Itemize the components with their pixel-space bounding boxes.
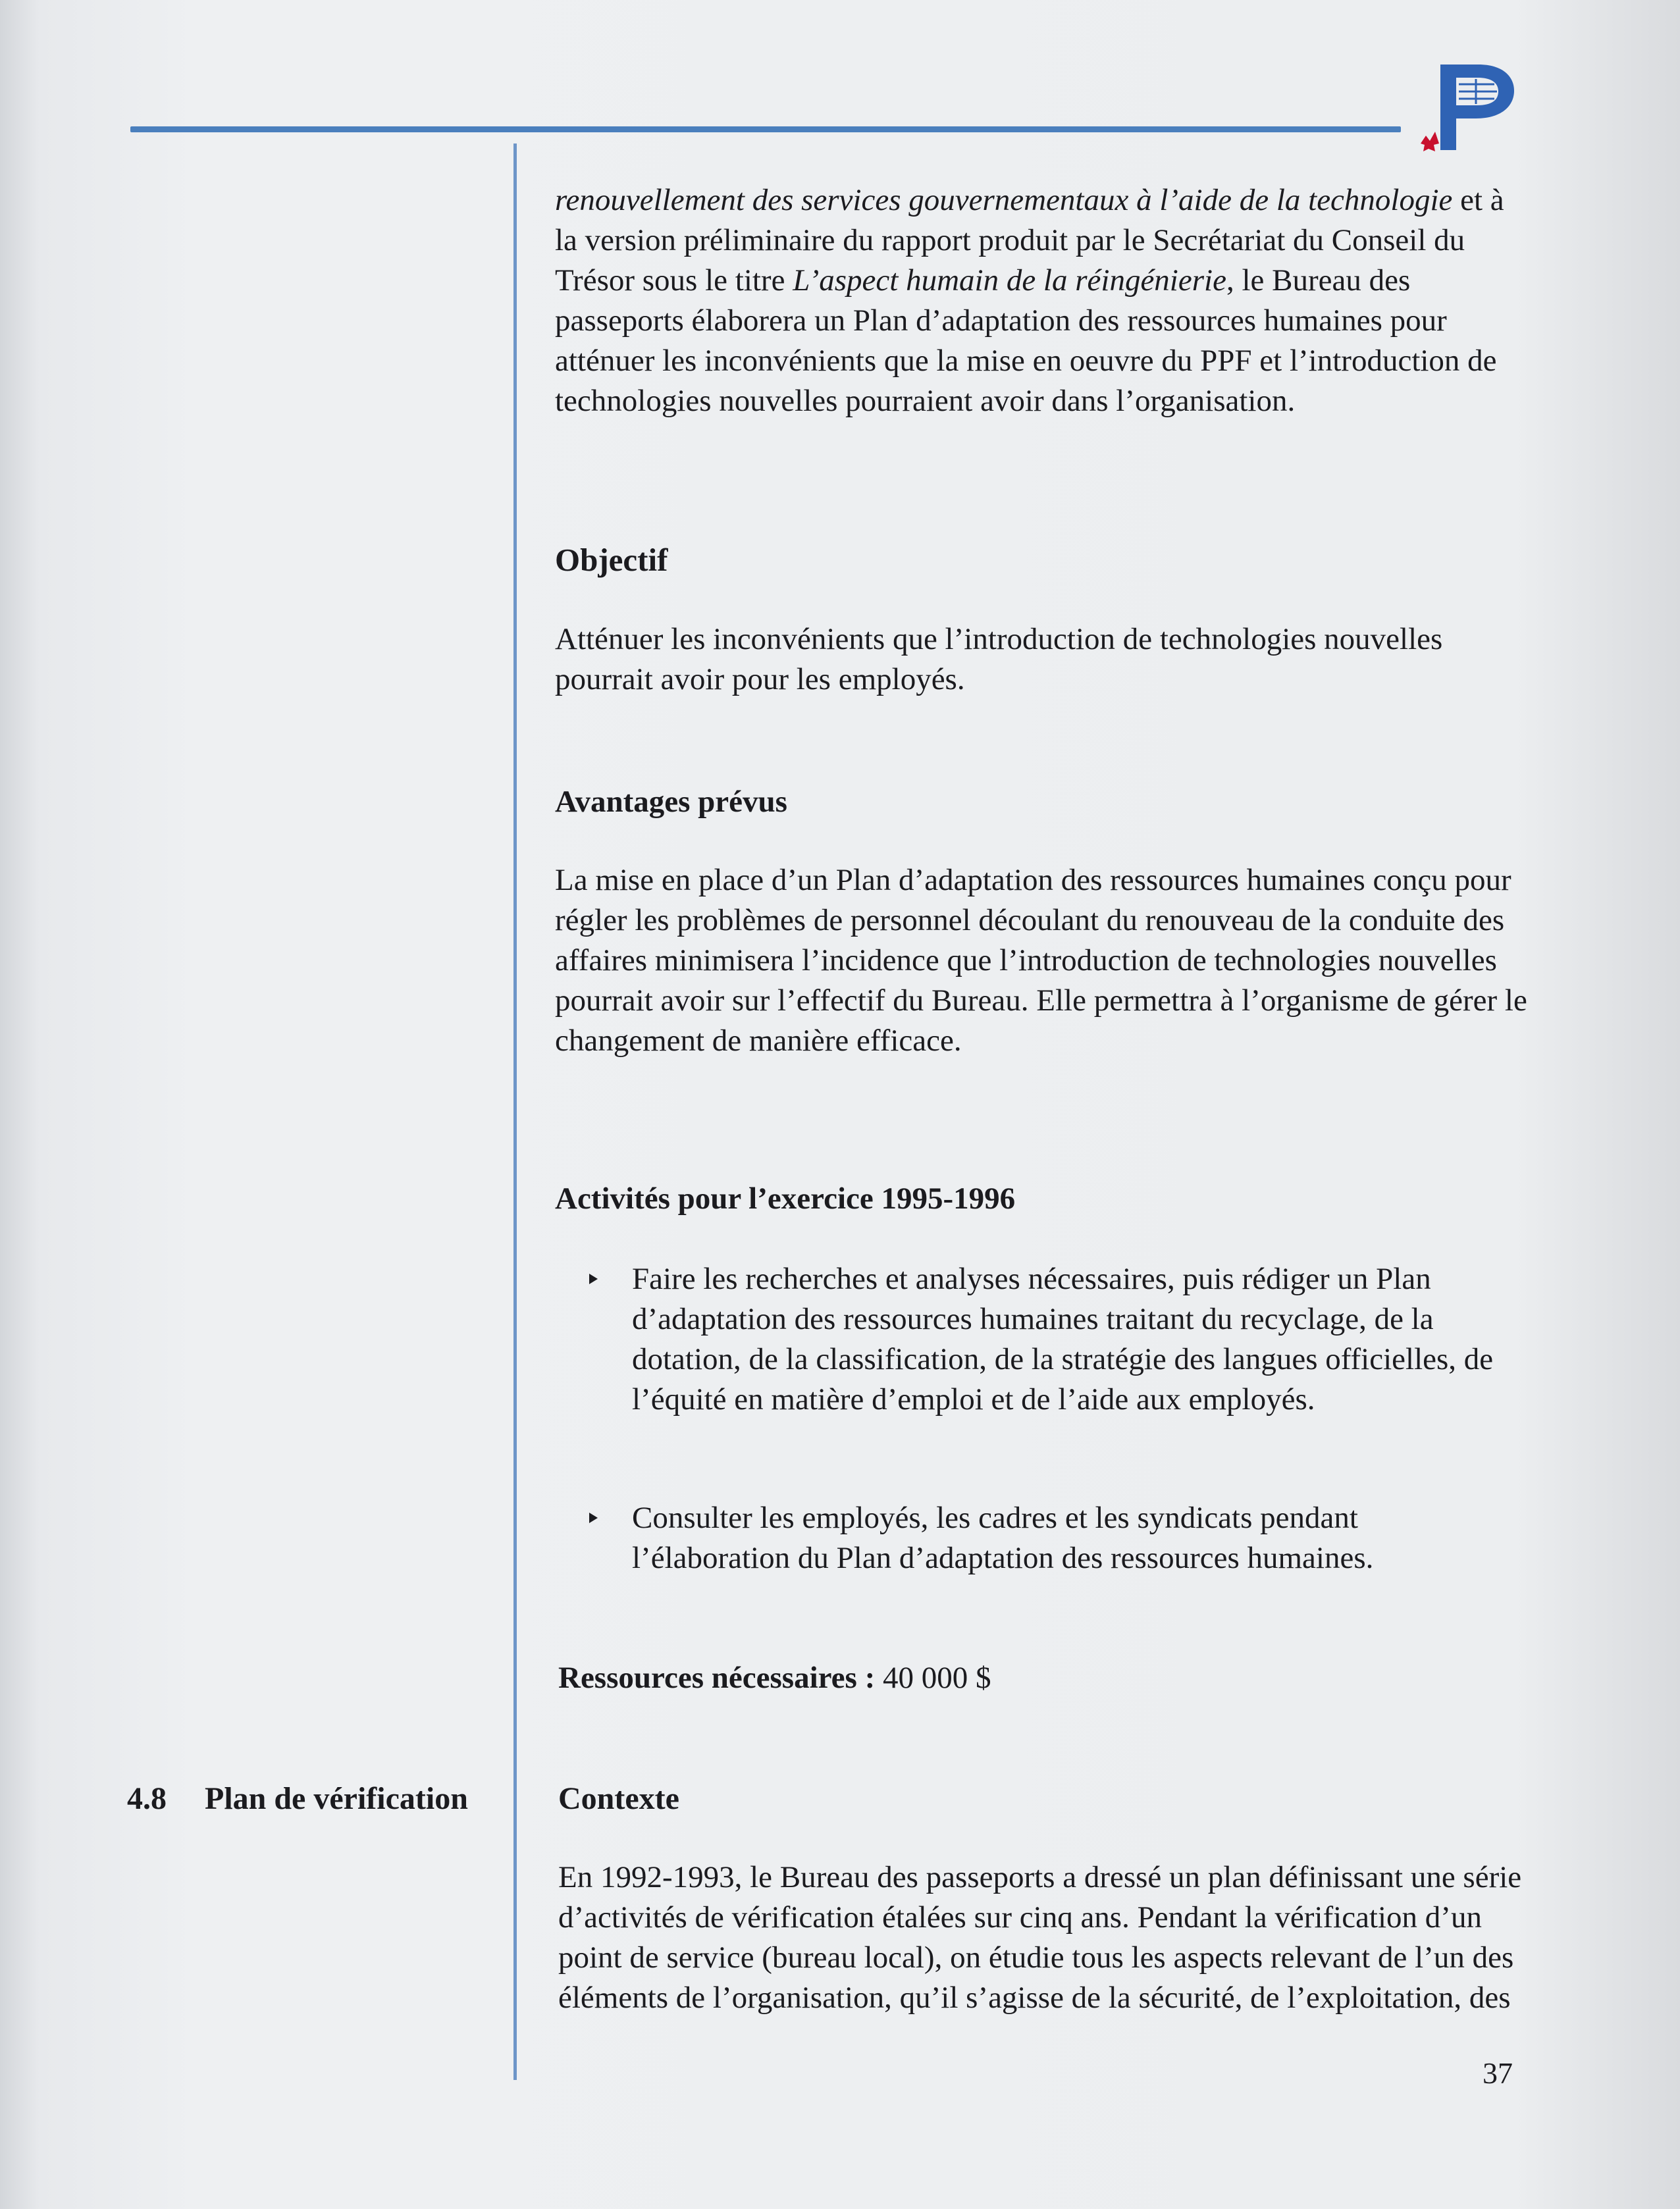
- column-divider: [513, 143, 517, 2080]
- intro-text-2: , le Bureau des passeports élaborera un Plan d’adaptation des ressources humaines pour atténuer les inconvénients que la mise en oeuvre du PPF et l’introduction de technologies nouvelles pourraient avoir dans l’organisation.: [555, 263, 1497, 418]
- contexte-text: En 1992-1993, le Bureau des passeports a dressé un plan définissant une série d’activités de vérification étalées sur cinq ans. Pendant la vérification d’un point de service (bureau local), on étudie tous les aspects relevant de l’un des éléments de l’organisation, qu’il s’agisse de la sécurité, de l’exploitation, des: [558, 1860, 1522, 2015]
- intro-paragraph: [555, 180, 1529, 421]
- objectif-heading: Objectif: [555, 542, 668, 578]
- intro-text-1: et à la version préliminaire du rapport produit par le Secrétariat du Conseil du Trésor sous le titre: [555, 183, 1504, 298]
- page-number: 37: [1483, 2056, 1513, 2090]
- resources-label: Ressources nécessaires :: [558, 1661, 876, 1695]
- list-item-text: Consulter les employés, les cadres et les syndicats pendant l’élaboration du Plan d’adaptation des ressources humaines.: [632, 1501, 1374, 1575]
- section-number: 4.8: [127, 1781, 167, 1816]
- header-rule: [130, 126, 1401, 132]
- triangle-bullet-icon: [589, 1513, 598, 1523]
- section-title: Plan de vérification: [205, 1781, 468, 1816]
- resources-value: 40 000 $: [875, 1661, 991, 1695]
- intro-italic-1: renouvellement des services gouvernementaux à l’aide de la technologie: [555, 183, 1453, 217]
- passport-office-logo-icon: [1415, 51, 1521, 163]
- avantages-heading: Avantages prévus: [555, 785, 787, 819]
- activites-heading: Activités pour l’exercice 1995-1996: [555, 1182, 1016, 1216]
- triangle-bullet-icon: [589, 1274, 598, 1284]
- avantages-text: La mise en place d’un Plan d’adaptation des ressources humaines conçu pour régler les problèmes de personnel découlant du renouveau de la conduite des affaires minimisera l’incidence que l’introduction de technologies nouvelles pourrait avoir sur l’effectif du Bureau. Elle permettra à l’organisme de gérer le changement de manière efficace.: [555, 863, 1527, 1058]
- objectif-text: Atténuer les inconvénients que l’introduction de technologies nouvelles pourrait avoir pour les employés.: [555, 622, 1443, 696]
- intro-italic-2: L’aspect humain de la réingénierie: [793, 263, 1226, 298]
- contexte-heading: Contexte: [558, 1781, 679, 1816]
- section-heading: [127, 1780, 468, 1817]
- list-item-text: Faire les recherches et analyses nécessaires, puis rédiger un Plan d’adaptation des ressources humaines traitant du recyclage, de la dotation, de la classification, de la stratégie des langues officielles, de l’équité en matière d’emploi et de l’aide aux employés.: [632, 1262, 1494, 1416]
- resources-line: [558, 1660, 991, 1696]
